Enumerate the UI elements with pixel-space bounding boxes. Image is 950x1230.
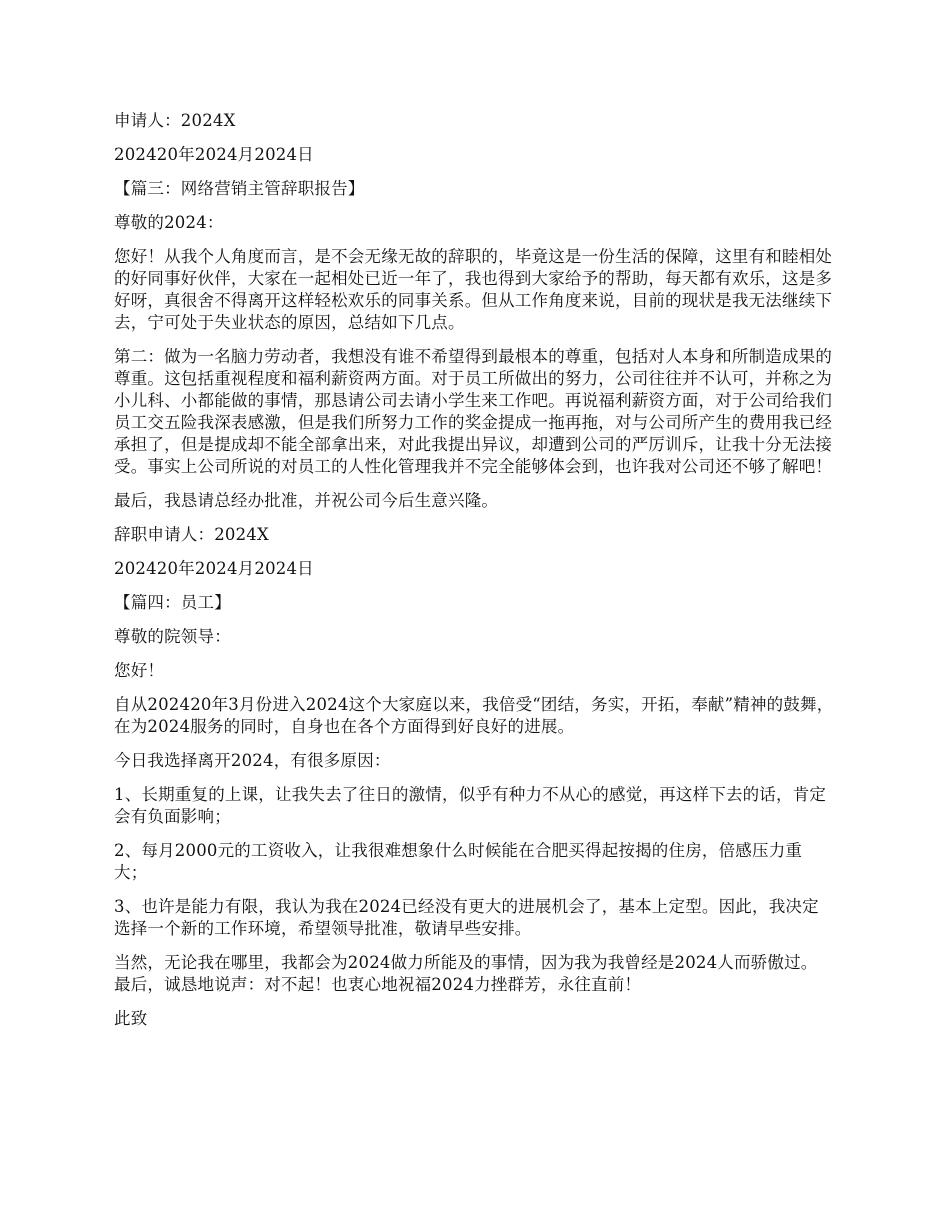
list-item: 1、长期重复的上课，让我失去了往日的激情，似乎有种力不从心的感觉，再这样下去的话，肯定会有负面影响； <box>114 785 827 826</box>
body-paragraph: 最后，我恳请总经办批准，并祝公司今后生意兴隆。 <box>114 491 499 510</box>
section-title-part-four: 【篇四：员工】 <box>114 593 231 612</box>
salutation: 尊敬的2024： <box>114 213 224 232</box>
body-paragraph: 第二：做为一名脑力劳动者，我想没有谁不希望得到最根本的尊重，包括对人本身和所制造成果的尊重。这包括重视程度和福利薪资两方面。对于员工所做出的努力，公司往往并不认可，并称之为小儿科、小都能做的事情，那恳请公司去请小学生来工作吧。再说福利薪资方面，对于公司给我们员工交五险我深表感激，但是我们所努力工作的奖金提成一拖再拖，对与公司所产生的费用我已经承担了，但是提成却不能全部拿出来，对此我提出异议，却遭到公司的严厉训斥，让我十分无法接受。事实上公司所说的对员工的人性化管理我并不完全能够体会到，也许我对公司还不够了解吧！ <box>114 347 833 476</box>
list-item: 2、每月2000元的工资收入，让我很难想象什么时候能在合肥买得起按揭的住房，倍感压力重大； <box>114 841 803 882</box>
body-paragraph: 今日我选择离开2024，有很多原因： <box>114 751 391 770</box>
body-paragraph: 当然，无论我在哪里，我都会为2024做力所能及的事情，因为我为我曾经是2024人而骄傲过。最后，诚恳地说声：对不起！也衷心地祝福2024力挫群芳，永往直前！ <box>114 953 818 994</box>
salutation: 尊敬的院领导： <box>114 627 231 646</box>
closing-line: 此致 <box>114 1009 148 1028</box>
body-paragraph: 自从202420年3月份进入2024这个大家庭以来，我倍受“团结，务实，开拓，奉献”精神的鼓舞，在为2024服务的同时，自身也在各个方面得到好良好的进展。 <box>114 695 834 736</box>
applicant-line: 申请人：2024X <box>114 111 236 130</box>
greeting: 您好！ <box>114 661 165 680</box>
date-line: 202420年2024月2024日 <box>114 145 314 164</box>
document-body <box>114 110 834 1042</box>
list-item: 3、也许是能力有限，我认为我在2024已经没有更大的进展机会了，基本上定型。因此，我决定选择一个新的工作环境，希望领导批准，敬请早些安排。 <box>114 897 819 938</box>
date-line: 202420年2024月2024日 <box>114 559 314 578</box>
body-paragraph: 您好！从我个人角度而言，是不会无缘无故的辞职的，毕竟这是一份生活的保障，这里有和睦相处的好同事好伙伴，大家在一起相处已近一年了，我也得到大家给予的帮助，每天都有欢乐，这是多好呀，真很舍不得离开这样轻松欢乐的同事关系。但从工作角度来说，目前的现状是我无法继续下去，宁可处于失业状态的原因，总结如下几点。 <box>114 247 833 332</box>
section-title-part-three: 【篇三：网络营销主管辞职报告】 <box>114 179 365 198</box>
resignation-applicant-line: 辞职申请人：2024X <box>114 525 269 544</box>
